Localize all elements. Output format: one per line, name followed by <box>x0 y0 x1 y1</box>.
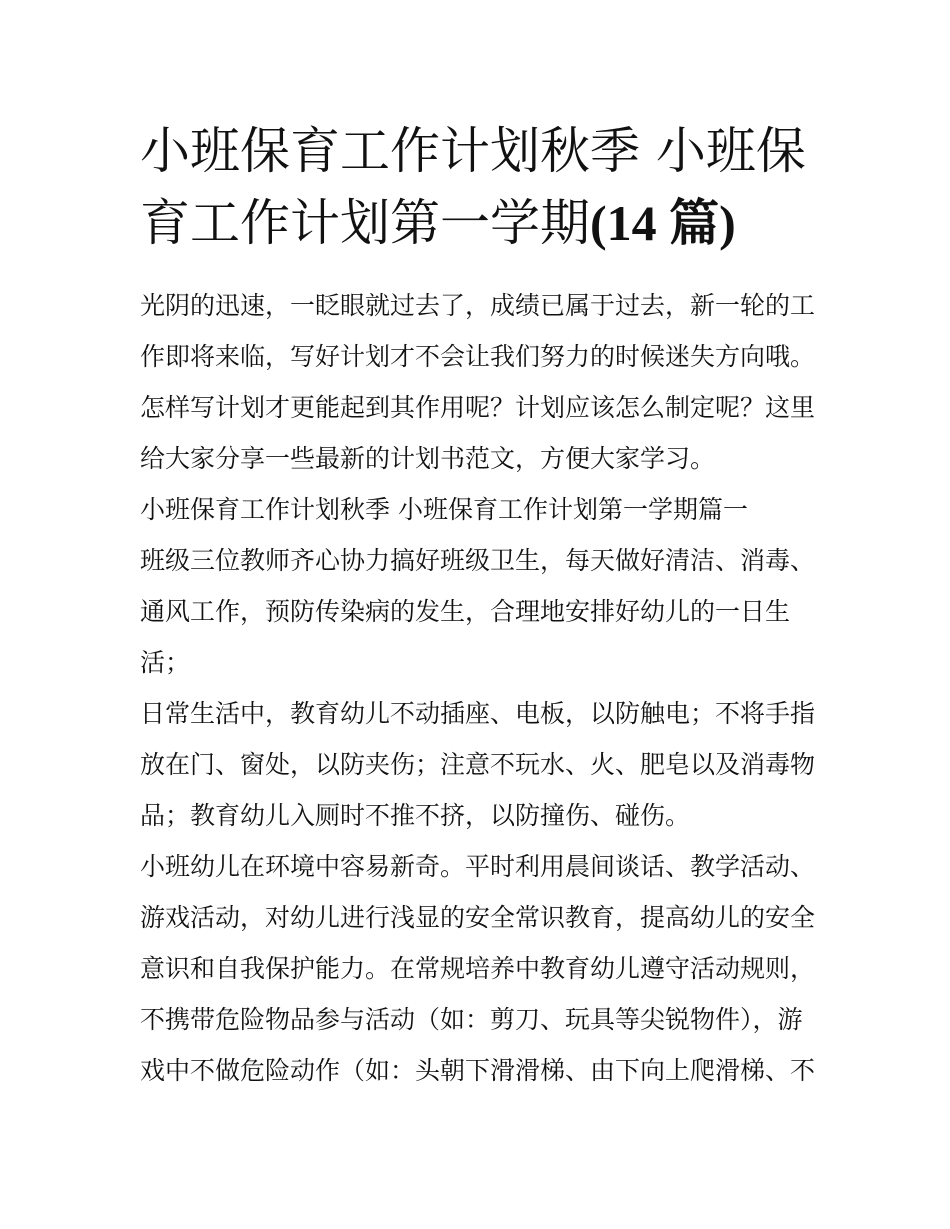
document-title <box>140 115 820 259</box>
title-line-2: 育工作计划第一学期 <box>140 194 590 252</box>
title-line-1: 小班保育工作计划秋季 小班保 <box>140 122 806 180</box>
body-line: 小班幼儿在环境中容易新奇。平时利用晨间谈话、教学活动、 <box>140 852 816 881</box>
title-count: (14 篇) <box>590 195 736 251</box>
body-line: 意识和自我保护能力。在常规培养中教育幼儿遵守活动规则， <box>140 954 816 983</box>
section-heading: 小班保育工作计划秋季 小班保育工作计划第一学期篇一 <box>140 495 748 524</box>
body-line: 给大家分享一些最新的计划书范文，方便大家学习。 <box>140 444 716 473</box>
body-line: 不携带危险物品参与活动（如：剪刀、玩具等尖锐物件），游 <box>140 1005 803 1034</box>
body-line: 游戏活动，对幼儿进行浅显的安全常识教育，提高幼儿的安全 <box>140 903 816 932</box>
body-line: 品；教育幼儿入厕时不推不挤，以防撞伤、碰伤。 <box>140 801 691 830</box>
body-line: 光阴的迅速，一眨眼就过去了，成绩已属于过去，新一轮的工 <box>140 291 816 320</box>
body-line: 日常生活中，教育幼儿不动插座、电板，以防触电；不将手指 <box>140 699 816 728</box>
document-body <box>140 280 815 1096</box>
body-line: 活； <box>140 648 191 677</box>
body-line: 放在门、窗处，以防夹伤；注意不玩水、火、肥皂以及消毒物 <box>140 750 816 779</box>
body-line: 戏中不做危险动作（如：头朝下滑滑梯、由下向上爬滑梯、不 <box>140 1056 816 1085</box>
body-line: 怎样写计划才更能起到其作用呢？计划应该怎么制定呢？这里 <box>140 393 816 422</box>
body-line: 通风工作，预防传染病的发生，合理地安排好幼儿的一日生 <box>140 597 791 626</box>
body-line: 班级三位教师齐心协力搞好班级卫生，每天做好清洁、消毒、 <box>140 546 816 575</box>
body-line: 作即将来临，写好计划才不会让我们努力的时候迷失方向哦。 <box>140 342 816 371</box>
